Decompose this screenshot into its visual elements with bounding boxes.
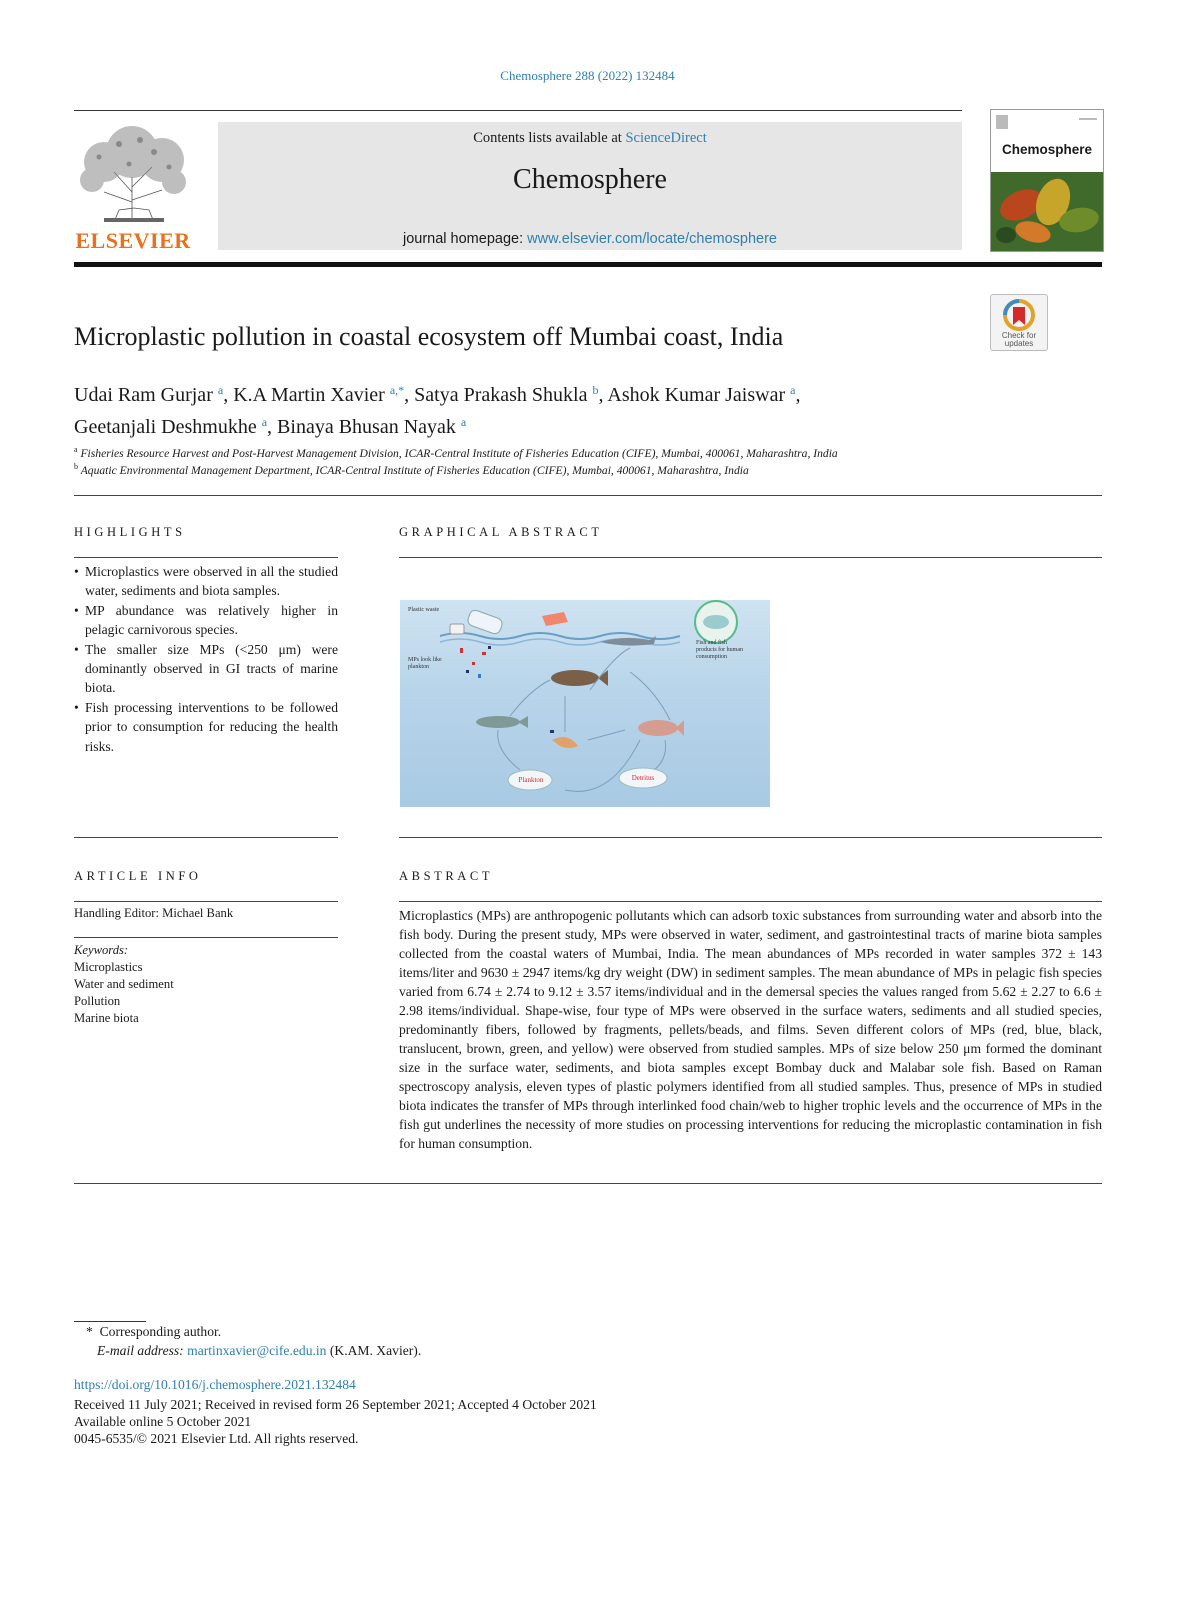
publication-dates [74, 1396, 597, 1448]
keywords-label: Keywords: [74, 943, 129, 957]
elsevier-tree-icon [74, 122, 192, 226]
email-suffix: (K.AM. Xavier). [326, 1343, 422, 1358]
check-updates-line1: Check for [1001, 331, 1037, 340]
author[interactable] [607, 384, 795, 406]
keyword: Water and sediment [74, 977, 174, 991]
author-separator: , [795, 384, 801, 406]
article-info-heading: ARTICLE INFO [74, 869, 202, 883]
journal-reference[interactable]: Chemosphere 288 (2022) 132484 [500, 68, 675, 83]
homepage-line [218, 231, 962, 247]
contents-prefix: Contents lists available at [473, 130, 626, 146]
corresponding-mark: * [86, 1324, 93, 1339]
email-note [97, 1343, 421, 1359]
corresponding-author-note [86, 1324, 221, 1340]
ga-label-fish-products: Fish and fish products for human consumption [696, 640, 743, 660]
cover-title: Chemosphere [1001, 142, 1093, 157]
header-thick-rule [74, 262, 1102, 267]
elsevier-logo [74, 122, 192, 254]
author-affiliation-mark[interactable]: a [460, 415, 467, 429]
highlights-bottom-rule [74, 837, 338, 838]
keyword: Pollution [74, 994, 121, 1008]
journal-banner [218, 122, 962, 250]
author[interactable] [74, 416, 267, 438]
graphical-abstract-heading: GRAPHICAL ABSTRACT [399, 525, 603, 539]
author[interactable] [233, 384, 404, 406]
check-updates-text [991, 332, 1047, 348]
ga-label-plastic-waste: Plastic waste [408, 607, 440, 613]
author-affiliation-mark[interactable]: a [790, 383, 796, 397]
affiliation-text: Aquatic Environmental Management Department, ICAR-Central Institute of Fisheries Education (CIFE), Mumbai, 400061, Maharashtra, India [80, 463, 749, 477]
highlights-rule [74, 557, 338, 558]
author-separator: , [598, 384, 608, 406]
affiliation-text: Fisheries Resource Harvest and Post-Harvest Management Division, ICAR-Central Institute of Fisheries Education (CIFE), Mumbai, 400061, Maharashtra, India [80, 446, 838, 460]
cover-art-icon [991, 110, 1103, 251]
handling-editor: Handling Editor: Michael Bank [74, 906, 234, 920]
abstract-text: Microplastics (MPs) are anthropogenic pollutants which can adsorb toxic substances from surrounding water and absorb into the fish body. During the present study, MPs were observed in water, sediment, and gastrointestinal tracts of marine biota samples collected from the coastal waters of Mumbai, India. The mean abundances of MPs recorded in water samples 372 ± 143 items/liter and 9630 ± 2947 items/kg dry weight (DW) in sediment samples. The mean abundance of MPs in pelagic fish species varied from 6.74 ± 2.74 to 9.12 ± 3.57 items/individual and in the demersal species the values ranged from 5.62 ± 2.27 to 6.6 ± 2.98 items/individual. Shape-wise, four type of MPs were observed in the surface waters, sediments and all studied species, predominantly fibers, followed by fragments, pellets/beads, and films. Seven different colors of MPs (red, blue, black, translucent, brown, green, and yellow) were observed from studied samples. MPs of size below 250 μm formed the dominant size in the surface water, sediments, and biota samples except Bombay duck and Malabar sole fish. Based on Raman spectroscopy analysis, eleven types of plastic polymers identified from all studied samples. Thus, presence of MPs in studied biota indicates the transfer of MPs through interlinked food chain/web to higher trophic levels and the occurrence of MPs in the fish gut underlines the necessity of more studies on processing interventions for reducing the microplastic contamination in fish for human consumption. [399, 908, 1102, 1151]
ga-label-mps-look-like-plankton: MPs look like plankton [408, 657, 442, 670]
author-affiliation-mark[interactable]: b [592, 383, 599, 397]
author-affiliation-mark[interactable]: a [261, 415, 268, 429]
ga-label-detritus: Detritus [631, 774, 655, 782]
highlight-item: • MP abundance was relatively higher in pelagic carnivorous species. [74, 601, 338, 640]
author-list [74, 377, 1054, 441]
highlights-list [74, 562, 338, 756]
check-updates-line2: updates [1004, 339, 1034, 348]
author[interactable] [74, 384, 223, 406]
homepage-prefix: journal homepage: [403, 231, 528, 247]
author-separator: , [267, 416, 278, 438]
affiliation-a [74, 445, 1102, 460]
keywords-list [74, 959, 174, 1027]
author-name: Geetanjali Deshmukhe [74, 416, 257, 438]
copyright: 0045-6535/© 2021 Elsevier Ltd. All rights reserved. [74, 1431, 359, 1447]
keyword: Marine biota [74, 1011, 139, 1025]
abstract-heading: ABSTRACT [399, 869, 494, 883]
author-name: Udai Ram Gurjar [74, 384, 213, 406]
journal-title: Chemosphere [513, 164, 667, 195]
sciencedirect-link[interactable]: ScienceDirect [625, 130, 707, 146]
received-dates: Received 11 July 2021; Received in revised form 26 September 2021; Accepted 4 October 2021 [74, 1397, 597, 1412]
food-web-illustration [400, 600, 770, 807]
header-top-rule [74, 110, 962, 111]
abstract-rule [399, 901, 1102, 902]
author-affiliation-mark[interactable]: a [217, 383, 224, 397]
available-online: Available online 5 October 2021 [74, 1414, 252, 1430]
elsevier-wordmark: ELSEVIER [75, 228, 191, 253]
keyword: Microplastics [74, 960, 143, 974]
article-info-rule [74, 901, 338, 902]
affiliation-mark: b [74, 462, 78, 471]
author[interactable] [277, 416, 466, 438]
author[interactable] [414, 384, 598, 406]
homepage-link[interactable]: www.elsevier.com/locate/chemosphere [527, 231, 777, 247]
email-link[interactable]: martinxavier@cife.edu.in [187, 1343, 327, 1358]
corresponding-text: Corresponding author. [99, 1324, 222, 1339]
footnote-rule [74, 1321, 146, 1322]
keywords-rule [74, 937, 338, 938]
check-for-updates-badge[interactable] [990, 294, 1048, 351]
author-separator: , [223, 384, 234, 406]
affiliation-divider [74, 495, 1102, 496]
author-affiliation-mark[interactable]: a,* [389, 383, 405, 397]
author-name: Binaya Bhusan Nayak [277, 416, 456, 438]
graphical-abstract-bottom-rule [399, 837, 1102, 838]
highlight-item: • The smaller size MPs (<250 μm) were dominantly observed in GI tracts of marine biota. [74, 640, 338, 698]
journal-cover[interactable] [990, 109, 1104, 252]
highlight-item: • Microplastics were observed in all the studied water, sediments and biota samples. [74, 562, 338, 601]
author-name: Satya Prakash Shukla [414, 384, 588, 406]
author-separator: , [404, 384, 415, 406]
highlight-item: • Fish processing interventions to be followed prior to consumption for reducing the health risks. [74, 698, 338, 756]
author-name: K.A Martin Xavier [233, 384, 385, 406]
affiliation-b [74, 462, 1102, 477]
email-label: E-mail address: [97, 1343, 184, 1358]
highlights-heading: HIGHLIGHTS [74, 525, 186, 539]
doi-link[interactable]: https://doi.org/10.1016/j.chemosphere.2021.132484 [74, 1377, 356, 1392]
graphical-abstract-figure [400, 600, 770, 807]
affiliation-mark: a [74, 445, 78, 454]
article-title: Microplastic pollution in coastal ecosystem off Mumbai coast, India [74, 322, 784, 351]
contents-line [218, 130, 962, 147]
ga-label-plankton: Plankton [518, 776, 544, 784]
graphical-abstract-rule [399, 557, 1102, 558]
author-name: Ashok Kumar Jaiswar [607, 384, 786, 406]
abstract-bottom-rule [74, 1183, 1102, 1184]
